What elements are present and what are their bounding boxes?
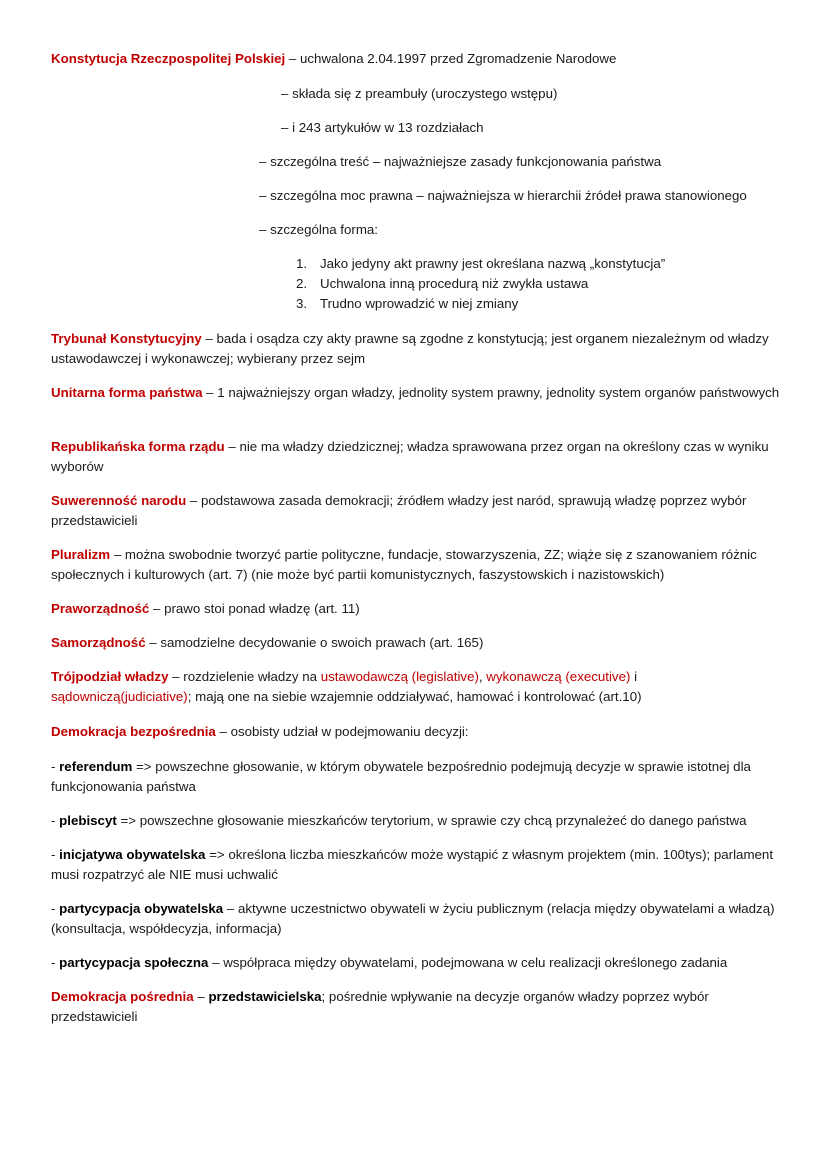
executive-branch: wykonawczą (executive)	[486, 669, 631, 684]
judiciary-branch: sądowniczą(judiciative)	[51, 689, 188, 704]
entry-tribunal	[51, 329, 781, 369]
separator: i	[630, 669, 638, 684]
definition: ; pośrednie wpływanie na decyzje organów władzy poprzez wybór przedstawicieli	[51, 989, 709, 1024]
list-text: Trudno wprowadzić w niej zmiany	[320, 296, 519, 311]
term: Suwerenność narodu	[51, 493, 187, 508]
definition: – rozdzielenie władzy na	[168, 669, 321, 684]
entry-separation-of-powers	[51, 667, 781, 707]
term: Samorządność	[51, 635, 146, 650]
list-text: Uchwalona inną procedurą niż zwykła ustawa	[320, 276, 589, 291]
constitution-heading	[51, 50, 616, 68]
bullet: -	[51, 955, 60, 970]
list-number: 3.	[296, 296, 308, 311]
term: Republikańska forma rządu	[51, 439, 225, 454]
entry-sovereignty	[51, 491, 781, 531]
bullet: -	[51, 759, 60, 774]
entry-self-government	[51, 633, 781, 653]
entry-republic	[51, 437, 781, 477]
definition: – nie ma władzy dziedzicznej; władza sprawowana przez organ na określony czas w wyniku wyborów	[51, 439, 769, 474]
list-number: 2.	[296, 276, 308, 291]
list-item	[296, 255, 665, 273]
list-item	[296, 295, 518, 313]
definition: – 1 najważniejszy organ władzy, jednolity system prawny, jednolity system organów państwowych	[202, 385, 780, 400]
term: Praworządność	[51, 601, 150, 616]
entry-civic-initiative	[51, 845, 781, 885]
bullet: -	[51, 813, 60, 828]
term: Trójpodział władzy	[51, 669, 169, 684]
definition: => określona liczba mieszkańców może wystąpić z własnym projektem (min. 100tys); parlament musi rozpatrzyć ale NIE musi uchwalić	[51, 847, 774, 882]
definition: – samodzielne decydowanie o swoich prawach (art. 165)	[145, 635, 484, 650]
separator: –	[193, 989, 209, 1004]
list-text: Jako jedyny akt prawny jest określana nazwą „konstytucja”	[320, 256, 666, 271]
definition: => powszechne głosowanie mieszkańców terytorium, w sprawie czy chcą przynależeć do danego państwa	[116, 813, 747, 828]
entry-plebiscite	[51, 811, 781, 831]
subterm: przedstawicielska	[208, 989, 322, 1004]
definition: – bada i osądza czy akty prawne są zgodne z konstytucją; jest organem niezależnym od władzy ustawodawczej i wykonawczej; wybierany przez sejm	[51, 331, 769, 366]
list-item	[296, 275, 588, 293]
constitution-feature-legal-force: – szczególna moc prawna – najważniejsza w hierarchii źródeł prawa stanowionego	[259, 188, 747, 203]
definition: – można swobodnie tworzyć partie polityczne, fundacje, stowarzyszenia, ZZ; wiąże się z szanowaniem różnic społecznych i kulturowych (art. 7) (nie może być partii komunistycznych, faszystowskich i nazistowskich)	[51, 547, 757, 582]
entry-social-participation	[51, 953, 781, 973]
entry-indirect-democracy	[51, 987, 781, 1027]
definition: ; mają one na siebie wzajemnie oddziaływać, hamować i kontrolować (art.10)	[187, 689, 642, 704]
term: partycypacja obywatelska	[59, 901, 224, 916]
bullet: -	[51, 847, 60, 862]
term: referendum	[59, 759, 133, 774]
legislative-branch: ustawodawczą (legislative)	[320, 669, 479, 684]
entry-civic-participation	[51, 899, 781, 939]
definition: – współpraca między obywatelami, podejmowana w celu realizacji określonego zadania	[208, 955, 728, 970]
term: plebiscyt	[59, 813, 117, 828]
constitution-sub-articles: – i 243 artykułów w 13 rozdziałach	[281, 120, 484, 135]
constitution-feature-content: – szczególna treść – najważniejsze zasady funkcjonowania państwa	[259, 154, 662, 169]
term: inicjatywa obywatelska	[59, 847, 206, 862]
term: Pluralizm	[51, 547, 111, 562]
constitution-feature-form: – szczególna forma:	[259, 222, 378, 237]
entry-direct-democracy	[51, 722, 781, 742]
list-number: 1.	[296, 256, 308, 271]
bullet: -	[51, 901, 60, 916]
term: partycypacja społeczna	[59, 955, 209, 970]
entry-unitary-state	[51, 383, 781, 403]
definition: => powszechne głosowanie, w którym obywatele bezpośrednio podejmują decyzje w sprawie istotnej dla funkcjonowania państwa	[51, 759, 751, 794]
term: Demokracja bezpośrednia	[51, 724, 216, 739]
constitution-definition: – uchwalona 2.04.1997 przed Zgromadzenie Narodowe	[285, 51, 617, 66]
term-constitution: Konstytucja Rzeczpospolitej Polskiej	[51, 51, 286, 66]
term: Trybunał Konstytucyjny	[51, 331, 202, 346]
entry-referendum	[51, 757, 781, 797]
term: Unitarna forma państwa	[51, 385, 203, 400]
entry-pluralism	[51, 545, 781, 585]
definition: – prawo stoi ponad władzę (art. 11)	[149, 601, 360, 616]
term: Demokracja pośrednia	[51, 989, 194, 1004]
entry-rule-of-law	[51, 599, 781, 619]
definition: – aktywne uczestnictwo obywateli w życiu publicznym (relacja między obywatelami a władzą) (konsultacja, współdecyzja, informacja)	[51, 901, 775, 936]
separator: ,	[478, 669, 487, 684]
constitution-sub-preamble: – składa się z preambuły (uroczystego wstępu)	[281, 86, 558, 101]
definition: – podstawowa zasada demokracji; źródłem władzy jest naród, sprawują władzę poprzez wybór przedstawicieli	[51, 493, 747, 528]
definition: – osobisty udział w podejmowaniu decyzji:	[215, 724, 469, 739]
